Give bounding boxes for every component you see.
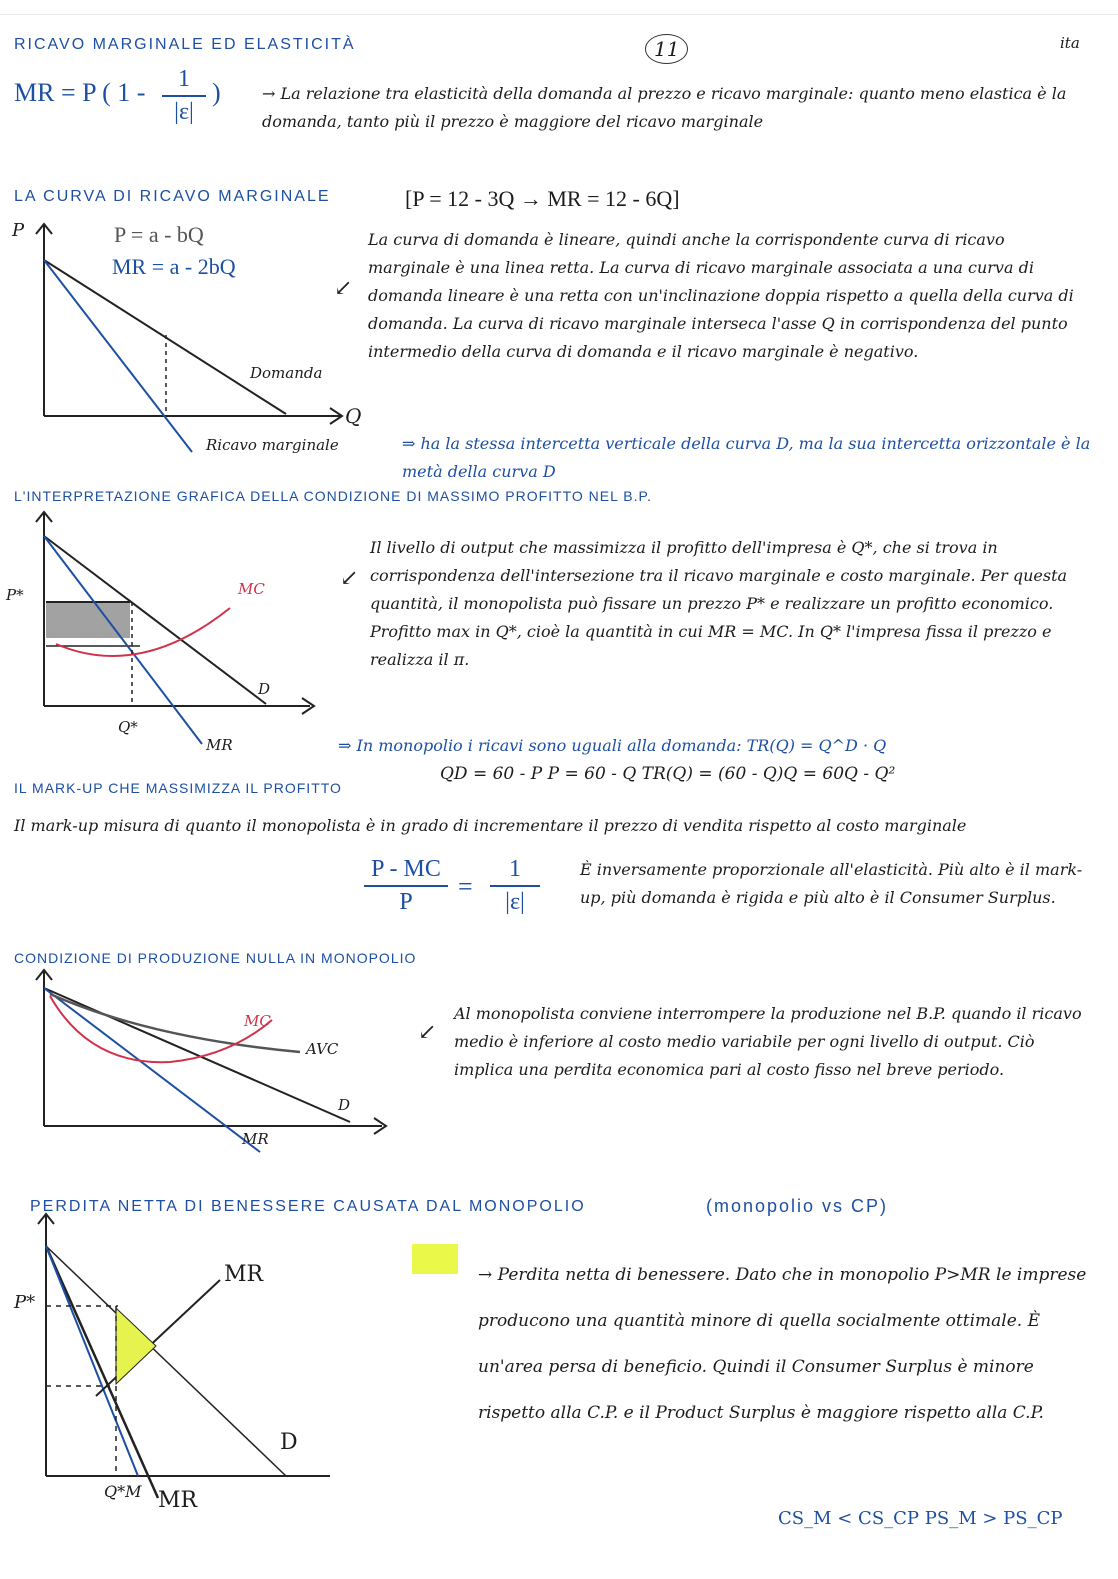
markup-fraction-rhs	[490, 856, 540, 916]
label-d: D	[280, 1430, 298, 1455]
axis-q-label: Q	[345, 404, 362, 428]
tr-example: QD = 60 - P P = 60 - Q TR(Q) = (60 - Q)Q = 60Q - Q²	[440, 764, 896, 784]
label-pstar: P*	[6, 586, 24, 604]
fraction-bar	[490, 885, 540, 887]
heading-ricavo-marginale: RICAVO MARGINALE ED ELASTICITÀ	[14, 36, 356, 53]
deadweight-loss-area	[116, 1308, 156, 1384]
heading-massimo-profitto: L'INTERPRETAZIONE GRAFICA DELLA CONDIZIONE DI MASSIMO PROFITTO NEL B.P.	[14, 488, 652, 504]
mark-up-text: Il mark-up misura di quanto il monopolista è in grado di incrementare il prezzo di vendita rispetto al costo marginale	[14, 816, 967, 835]
highlight-swatch	[412, 1244, 458, 1274]
label-d: D	[338, 1096, 351, 1114]
heading-curva-ricavo: LA CURVA DI RICAVO MARGINALE	[14, 188, 331, 205]
label-mr-bottom: MR	[158, 1488, 198, 1513]
page-edge	[0, 14, 1118, 15]
label-mr: MR	[206, 736, 233, 754]
mr-intercept-note: ⇒ ha la stessa intercetta verticale della curva D, ma la sua intercetta orizzontale è la metà della curva D	[402, 434, 1091, 481]
label-pstar: P*	[14, 1292, 36, 1313]
page-number: 11	[645, 34, 688, 64]
heading-mark-up: IL MARK-UP CHE MASSIMIZZA IL PROFITTO	[14, 780, 342, 796]
equals-sign: =	[458, 872, 473, 901]
axis-p-label: P	[12, 220, 25, 241]
markup-num: P - MC	[371, 856, 441, 882]
mr-formula-lhs: MR = P ( 1 -	[14, 78, 146, 107]
label-domanda: Domanda	[250, 364, 323, 382]
label-avc: AVC	[306, 1040, 339, 1058]
label-qstar: Q*	[118, 718, 138, 736]
top-right-text: ita	[1060, 34, 1080, 52]
mr-formula-den: |ε|	[174, 99, 194, 125]
elasticity-relation-text: → La relazione tra elasticità della domanda al prezzo e ricavo marginale: quanto meno elastica è la domanda, tanto più il prezzo è maggiore del ricavo marginale	[262, 84, 1067, 131]
fraction-bar	[162, 95, 206, 97]
tr-demand-note: ⇒ In monopolio i ricavi sono uguali alla domanda: TR(Q) = Q^D · Q	[338, 736, 887, 755]
mc-line	[96, 1280, 220, 1396]
heading-paren: (monopolio vs CP)	[706, 1196, 889, 1216]
heading-produzione-nulla: CONDIZIONE DI PRODUZIONE NULLA IN MONOPOLIO	[14, 950, 417, 966]
markup-den: P	[399, 889, 413, 915]
mark-up-elasticity-text: È inversamente proporzionale all'elasticità. Più alto è il mark-up, più domanda è rigida e più alto è il Consumer Surplus.	[580, 860, 1083, 907]
zero-production-text: Al monopolista conviene interrompere la produzione nel B.P. quando il ricavo medio è inferiore al costo medio variabile per ogni livello di output. Ciò implica una perdita economica pari al costo fisso nel breve periodo.	[454, 1004, 1082, 1079]
label-mc: MC	[244, 1012, 271, 1030]
label-mr-top: MR	[224, 1262, 264, 1287]
label-d: D	[258, 680, 271, 698]
label-qm: Q*M	[104, 1482, 142, 1501]
mr-curve-text: La curva di domanda è lineare, quindi anche la corrispondente curva di ricavo marginale è una linea retta. La curva di ricavo marginale associata a una curva di domanda lineare è una retta con un'inclinazione doppia rispetto a quella della curva di domanda. La curva di ricavo marginale interseca l'asse Q in corrispondenza del punto intermedio della curva di domanda e il ricavo marginale è negativo.	[368, 230, 1074, 361]
demand-line	[44, 260, 286, 414]
label-mc: MC	[238, 580, 265, 598]
markup-rhs-num: 1	[509, 856, 521, 882]
mr-line	[46, 1246, 158, 1498]
mr-formula-num: 1	[178, 66, 190, 92]
zero-production-graph	[10, 966, 400, 1166]
mr-formula-close: )	[212, 78, 221, 107]
mr-equation: MR = a - 2bQ	[112, 254, 236, 279]
demand-equation: P = a - bQ	[114, 222, 204, 247]
label-ricavo-marginale: Ricavo marginale	[206, 436, 339, 454]
surplus-comparison: CS_M < CS_CP PS_M > PS_CP	[778, 1508, 1063, 1529]
markup-rhs-den: |ε|	[505, 889, 525, 915]
demand-line	[44, 988, 350, 1122]
markup-fraction-lhs	[364, 856, 448, 916]
pointer-arrow-icon: ↙	[418, 1020, 437, 1045]
deadweight-loss-graph	[10, 1210, 370, 1510]
pointer-arrow-icon: ↙	[340, 566, 359, 591]
mr-line	[44, 988, 260, 1152]
max-profit-graph	[10, 508, 330, 758]
mr-formula-fraction	[162, 66, 206, 126]
heading-perdita-netta: PERDITA NETTA DI BENESSERE CAUSATA DAL MONOPOLIO	[30, 1198, 586, 1215]
fraction-bar	[364, 885, 448, 887]
deadweight-loss-text: → Perdita netta di benessere. Dato che in monopolio P>MR le imprese producono una quantità minore di quella socialmente ottimale. È un'area persa di beneficio. Quindi il Consumer Surplus è minore rispetto alla C.P. e il Product Surplus è maggiore rispetto alla C.P.	[478, 1265, 1087, 1423]
label-mr: MR	[242, 1130, 269, 1148]
pointer-arrow-icon: ↙	[334, 276, 353, 301]
max-profit-text: Il livello di output che massimizza il profitto dell'impresa è Q*, che si trova in corrispondenza dell'intersezione tra il ricavo marginale e costo marginale. Per questa quantità, il monopolista può fissare un prezzo P* e realizzare un profitto economico. Profitto max in Q*, cioè la quantità in cui MR = MC. In Q* l'impresa fissa il prezzo e realizza il π.	[370, 538, 1068, 669]
example-bracket: [P = 12 - 3Q → MR = 12 - 6Q]	[405, 186, 680, 211]
mr-line	[44, 260, 192, 452]
